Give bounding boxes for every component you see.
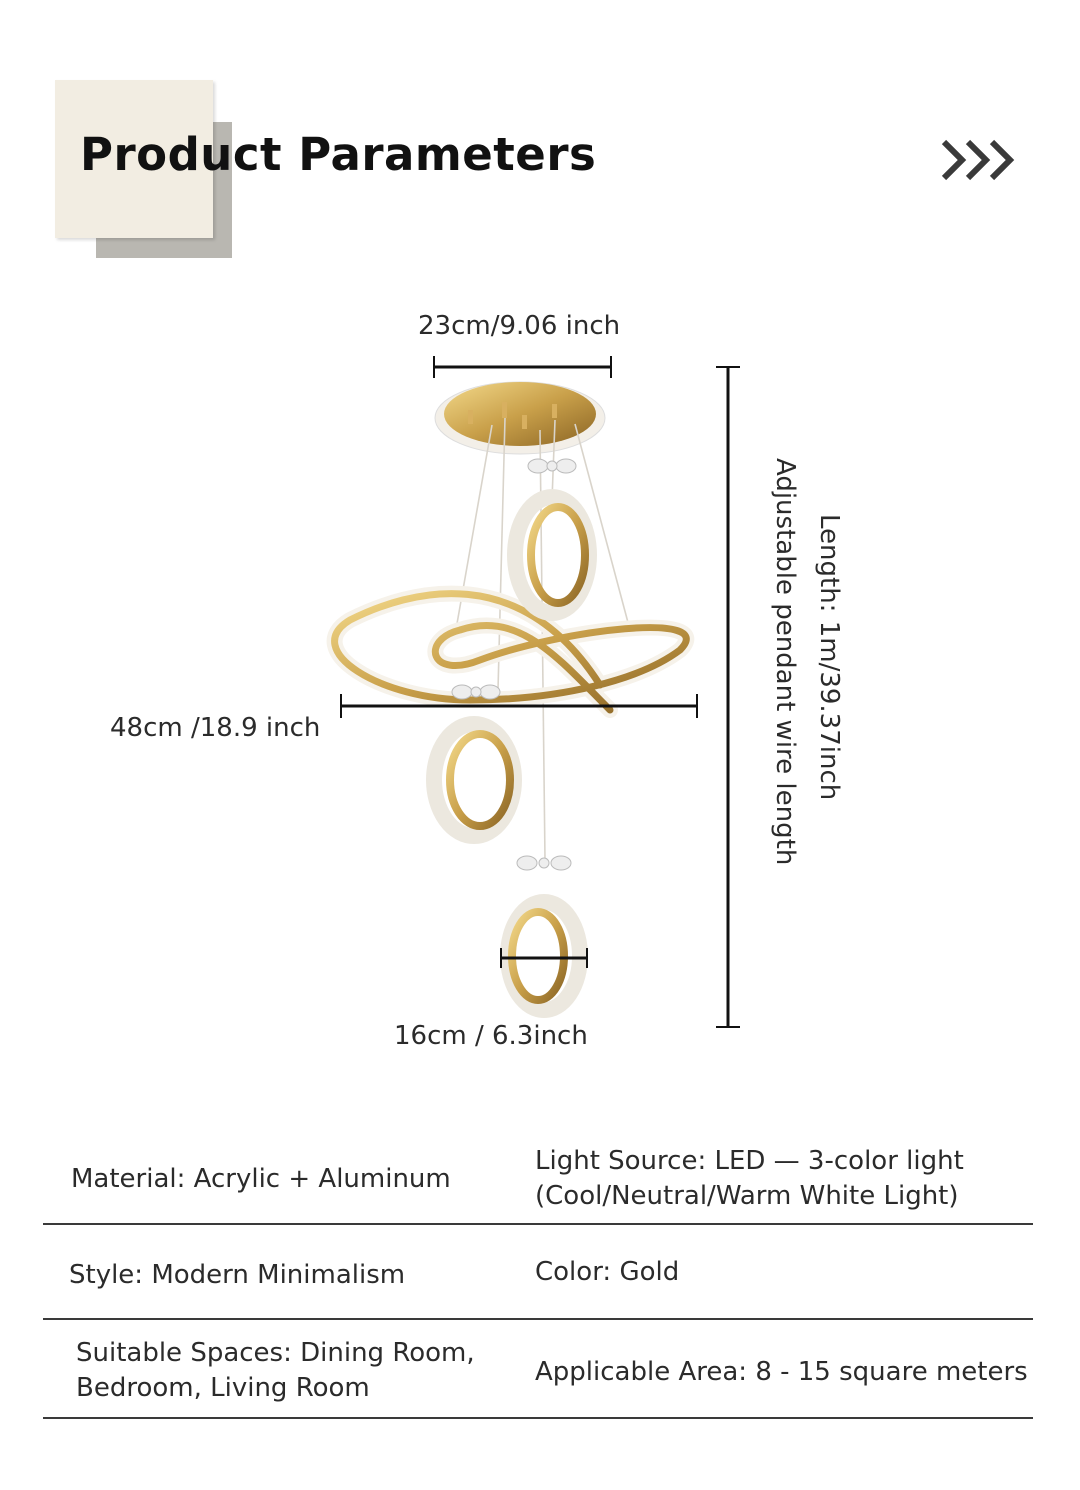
triple-chevron-right-icon bbox=[938, 136, 1022, 184]
chandelier-illustration bbox=[0, 300, 1080, 1060]
material-spec: Material: Acrylic + Aluminum bbox=[71, 1164, 451, 1194]
twisted-ring bbox=[335, 594, 687, 710]
mid-width-label: 48cm /18.9 inch bbox=[110, 713, 321, 743]
hanging-ring-top bbox=[515, 497, 589, 613]
style-spec: Style: Modern Minimalism bbox=[69, 1260, 406, 1290]
spec-row-2 bbox=[43, 1225, 1033, 1320]
light-source-line-2: (Cool/Neutral/Warm White Light) bbox=[535, 1181, 959, 1211]
page-title: Product Parameters bbox=[80, 128, 597, 181]
length-label: Length: 1m/39.37inch bbox=[814, 514, 844, 801]
hanging-ring-middle bbox=[434, 724, 514, 836]
adjustable-wire-label: Adjustable pendant wire length bbox=[770, 458, 800, 866]
top-width-dimension-line bbox=[434, 356, 611, 378]
suitable-spaces-spec bbox=[76, 1336, 475, 1406]
spaces-line-2: Bedroom, Living Room bbox=[76, 1373, 370, 1403]
hanging-ring-bottom bbox=[508, 902, 580, 1010]
ring-width-label: 16cm / 6.3inch bbox=[394, 1021, 588, 1051]
spec-row-1 bbox=[43, 1130, 1033, 1225]
spaces-line-1: Suitable Spaces: Dining Room, bbox=[76, 1338, 475, 1368]
light-source-line-1: Light Source: LED — 3-color light bbox=[535, 1146, 964, 1176]
color-spec: Color: Gold bbox=[535, 1257, 680, 1287]
light-source-spec bbox=[535, 1144, 964, 1214]
top-width-label: 23cm/9.06 inch bbox=[418, 311, 621, 341]
spec-row-3 bbox=[43, 1320, 1033, 1419]
length-dimension-line bbox=[716, 367, 740, 1027]
applicable-area-spec: Applicable Area: 8 - 15 square meters bbox=[535, 1357, 1028, 1387]
